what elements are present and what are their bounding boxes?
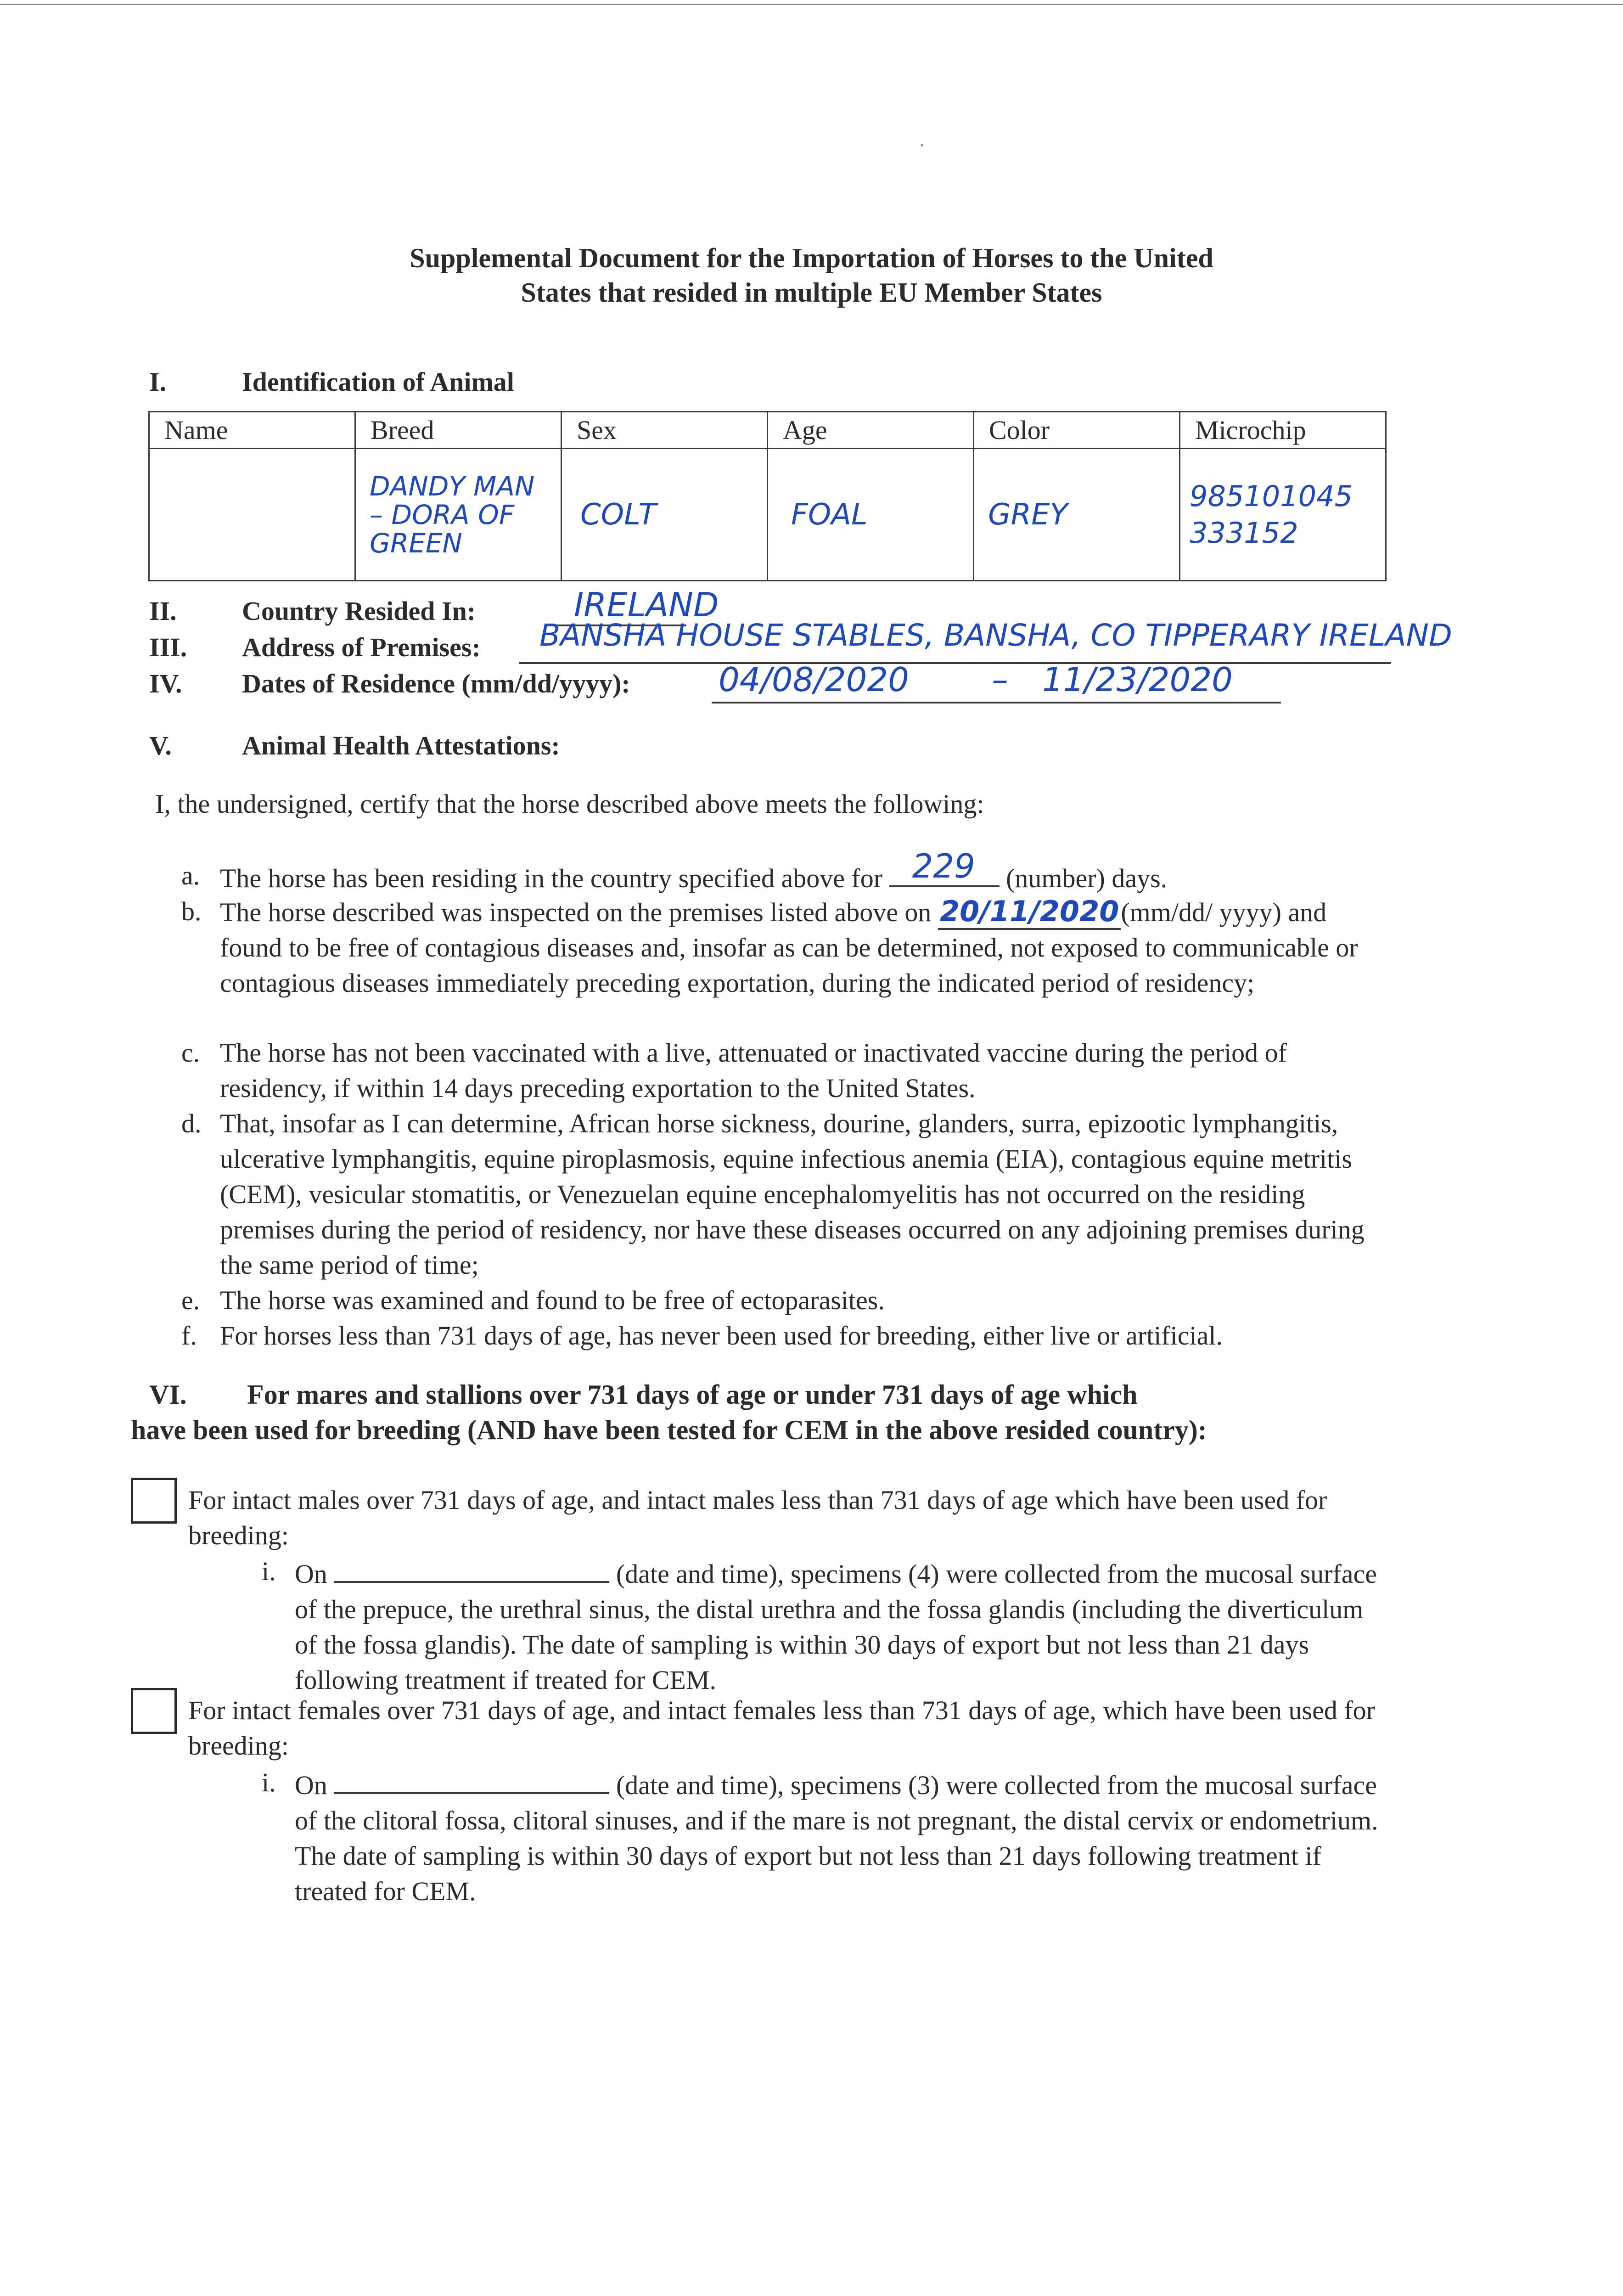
males-criteria-text: For intact males over 731 days of age, and intact males less than 731 days of age which have been used for breeding: xyxy=(188,1485,1327,1550)
attestation-c-label: c. xyxy=(181,1038,200,1068)
section-6-title-line-1: For mares and stallions over 731 days of age or under 731 days of age which xyxy=(247,1379,1138,1410)
inspection-date-field[interactable]: 20/11/2020 xyxy=(938,895,1121,930)
females-criteria-text: For intact females over 731 days of age, and intact females less than 731 days of age, which have been used for breeding: xyxy=(188,1695,1375,1761)
section-1-title: Identification of Animal xyxy=(242,367,514,397)
animal-identification-table xyxy=(148,411,1387,581)
section-5-title: Animal Health Attestations: xyxy=(242,731,560,760)
attestation-e-text: The horse was examined and found to be free of ectoparasites. xyxy=(220,1285,885,1315)
attestation-d-label: d. xyxy=(181,1109,202,1138)
column-header-microchip: Microchip xyxy=(1180,412,1386,449)
section-5-number: V. xyxy=(149,731,172,760)
residence-end-date-field[interactable]: 11/23/2020 xyxy=(1042,660,1233,699)
females-checkbox[interactable] xyxy=(131,1688,177,1734)
males-sampling-label: i. xyxy=(262,1556,276,1586)
column-header-breed: Breed xyxy=(355,412,562,449)
males-sampling-text: (date and time), specimens (4) were collected from the mucosal surface of the prepuce, the urethral sinus, the distal urethra and the fossa glandis (including the diverticulum of the fossa glandis). The date of sampling is within 30 days of export but not less than 21 days following treatment if treated for CEM. xyxy=(295,1559,1377,1695)
address-of-premises-field[interactable]: BANSHA HOUSE STABLES, BANSHA, CO TIPPERARY IRELAND xyxy=(539,618,1452,653)
females-sampling-text: (date and time), specimens (3) were collected from the mucosal surface of the clitoral fossa, clitoral sinuses, and if the mare is not pregnant, the distal cervix or endometrium. The date of sampling is within 30 days of export but not less than 21 days following treatment if treated for CEM. xyxy=(295,1770,1378,1906)
scan-speck xyxy=(921,144,923,146)
attestation-f-label: f. xyxy=(181,1321,197,1351)
females-sampling-on: On xyxy=(295,1770,327,1800)
column-header-age: Age xyxy=(768,412,974,449)
breed-field[interactable]: DANDY MAN – DORA OF GREEN xyxy=(355,449,562,581)
country-resided-field[interactable]: IRELAND xyxy=(574,585,719,624)
table-row xyxy=(149,449,1386,581)
males-sampling-on: On xyxy=(295,1559,327,1589)
column-header-name: Name xyxy=(149,412,355,449)
column-header-color: Color xyxy=(974,412,1180,449)
residence-start-date-field[interactable]: 04/08/2020 xyxy=(719,660,909,699)
scan-edge-line xyxy=(0,4,1623,5)
section-6-title-line-2: have been used for breeding (AND have been tested for CEM in the above resided country): xyxy=(131,1415,1207,1445)
color-field[interactable]: GREY xyxy=(974,449,1180,581)
attestation-b-text: The horse described was inspected on the premises listed above on xyxy=(220,897,932,927)
age-field[interactable]: FOAL xyxy=(768,449,974,581)
section-6-number: VI. xyxy=(149,1379,187,1410)
days-resided-field[interactable]: 229 xyxy=(912,847,975,885)
days-resided-blank xyxy=(889,847,1000,887)
dates-of-residence-label: Dates of Residence (mm/dd/yyyy): xyxy=(242,669,630,698)
males-sampling-date-field[interactable] xyxy=(334,1553,609,1583)
table-header-row xyxy=(149,412,1386,449)
name-field[interactable] xyxy=(149,449,355,581)
section-1-number: I. xyxy=(149,367,167,397)
date-range-dash: – xyxy=(992,660,1008,699)
attestation-b-continuation: yyyy) and found to be free of contagious diseases and, insofar as can be determined, not exposed to communicable or contagious diseases immediately preceding exportation, during the indicated period of residency; xyxy=(220,897,1358,998)
column-header-sex: Sex xyxy=(562,412,768,449)
country-resided-label: Country Resided In: xyxy=(242,596,476,626)
attestation-c-text: The horse has not been vaccinated with a live, attenuated or inactivated vaccine during the period of residency, if within 14 days preceding exportation to the United States. xyxy=(220,1038,1287,1103)
females-sampling-label: i. xyxy=(262,1767,276,1797)
attestation-intro: I, the undersigned, certify that the horse described above meets the following: xyxy=(155,789,984,819)
attestation-d-text: That, insofar as I can determine, African horse sickness, dourine, glanders, surra, epizootic lymphangitis, ulcerative lymphangitis, equine piroplasmosis, equine infectious anemia (EIA), contagious equine metritis (CEM), vesicular stomatitis, or Venezuelan equine encephalomyelitis has not occurred on the residing premises during the period of residency, nor have these diseases occurred on any adjoining premises during the same period of time; xyxy=(220,1109,1365,1280)
attestation-a-label: a. xyxy=(181,861,200,890)
section-4-number: IV. xyxy=(149,669,182,698)
section-2-number: II. xyxy=(149,596,177,626)
attestation-f-text: For horses less than 731 days of age, has never been used for breeding, either live or artificial. xyxy=(220,1321,1223,1351)
microchip-field[interactable]: 985101045 333152 xyxy=(1180,449,1386,581)
dates-underline xyxy=(712,702,1281,703)
attestation-a-text: The horse has been residing in the country specified above for xyxy=(220,863,883,893)
address-of-premises-label: Address of Premises: xyxy=(242,632,481,662)
attestation-a-suffix: (number) days. xyxy=(1006,863,1168,893)
attestation-b-label: b. xyxy=(181,896,202,926)
section-3-number: III. xyxy=(149,632,187,662)
address-underline xyxy=(519,662,1391,664)
document-title-line-1: Supplemental Document for the Importation of Horses to the United xyxy=(410,243,1213,273)
sex-field[interactable]: COLT xyxy=(562,449,768,581)
attestation-b-format: (mm/dd/ xyxy=(1121,897,1213,927)
males-checkbox[interactable] xyxy=(131,1478,177,1524)
females-sampling-date-field[interactable] xyxy=(334,1765,609,1794)
attestation-e-label: e. xyxy=(181,1285,200,1315)
document-title-line-2: States that resided in multiple EU Member States xyxy=(521,277,1102,308)
